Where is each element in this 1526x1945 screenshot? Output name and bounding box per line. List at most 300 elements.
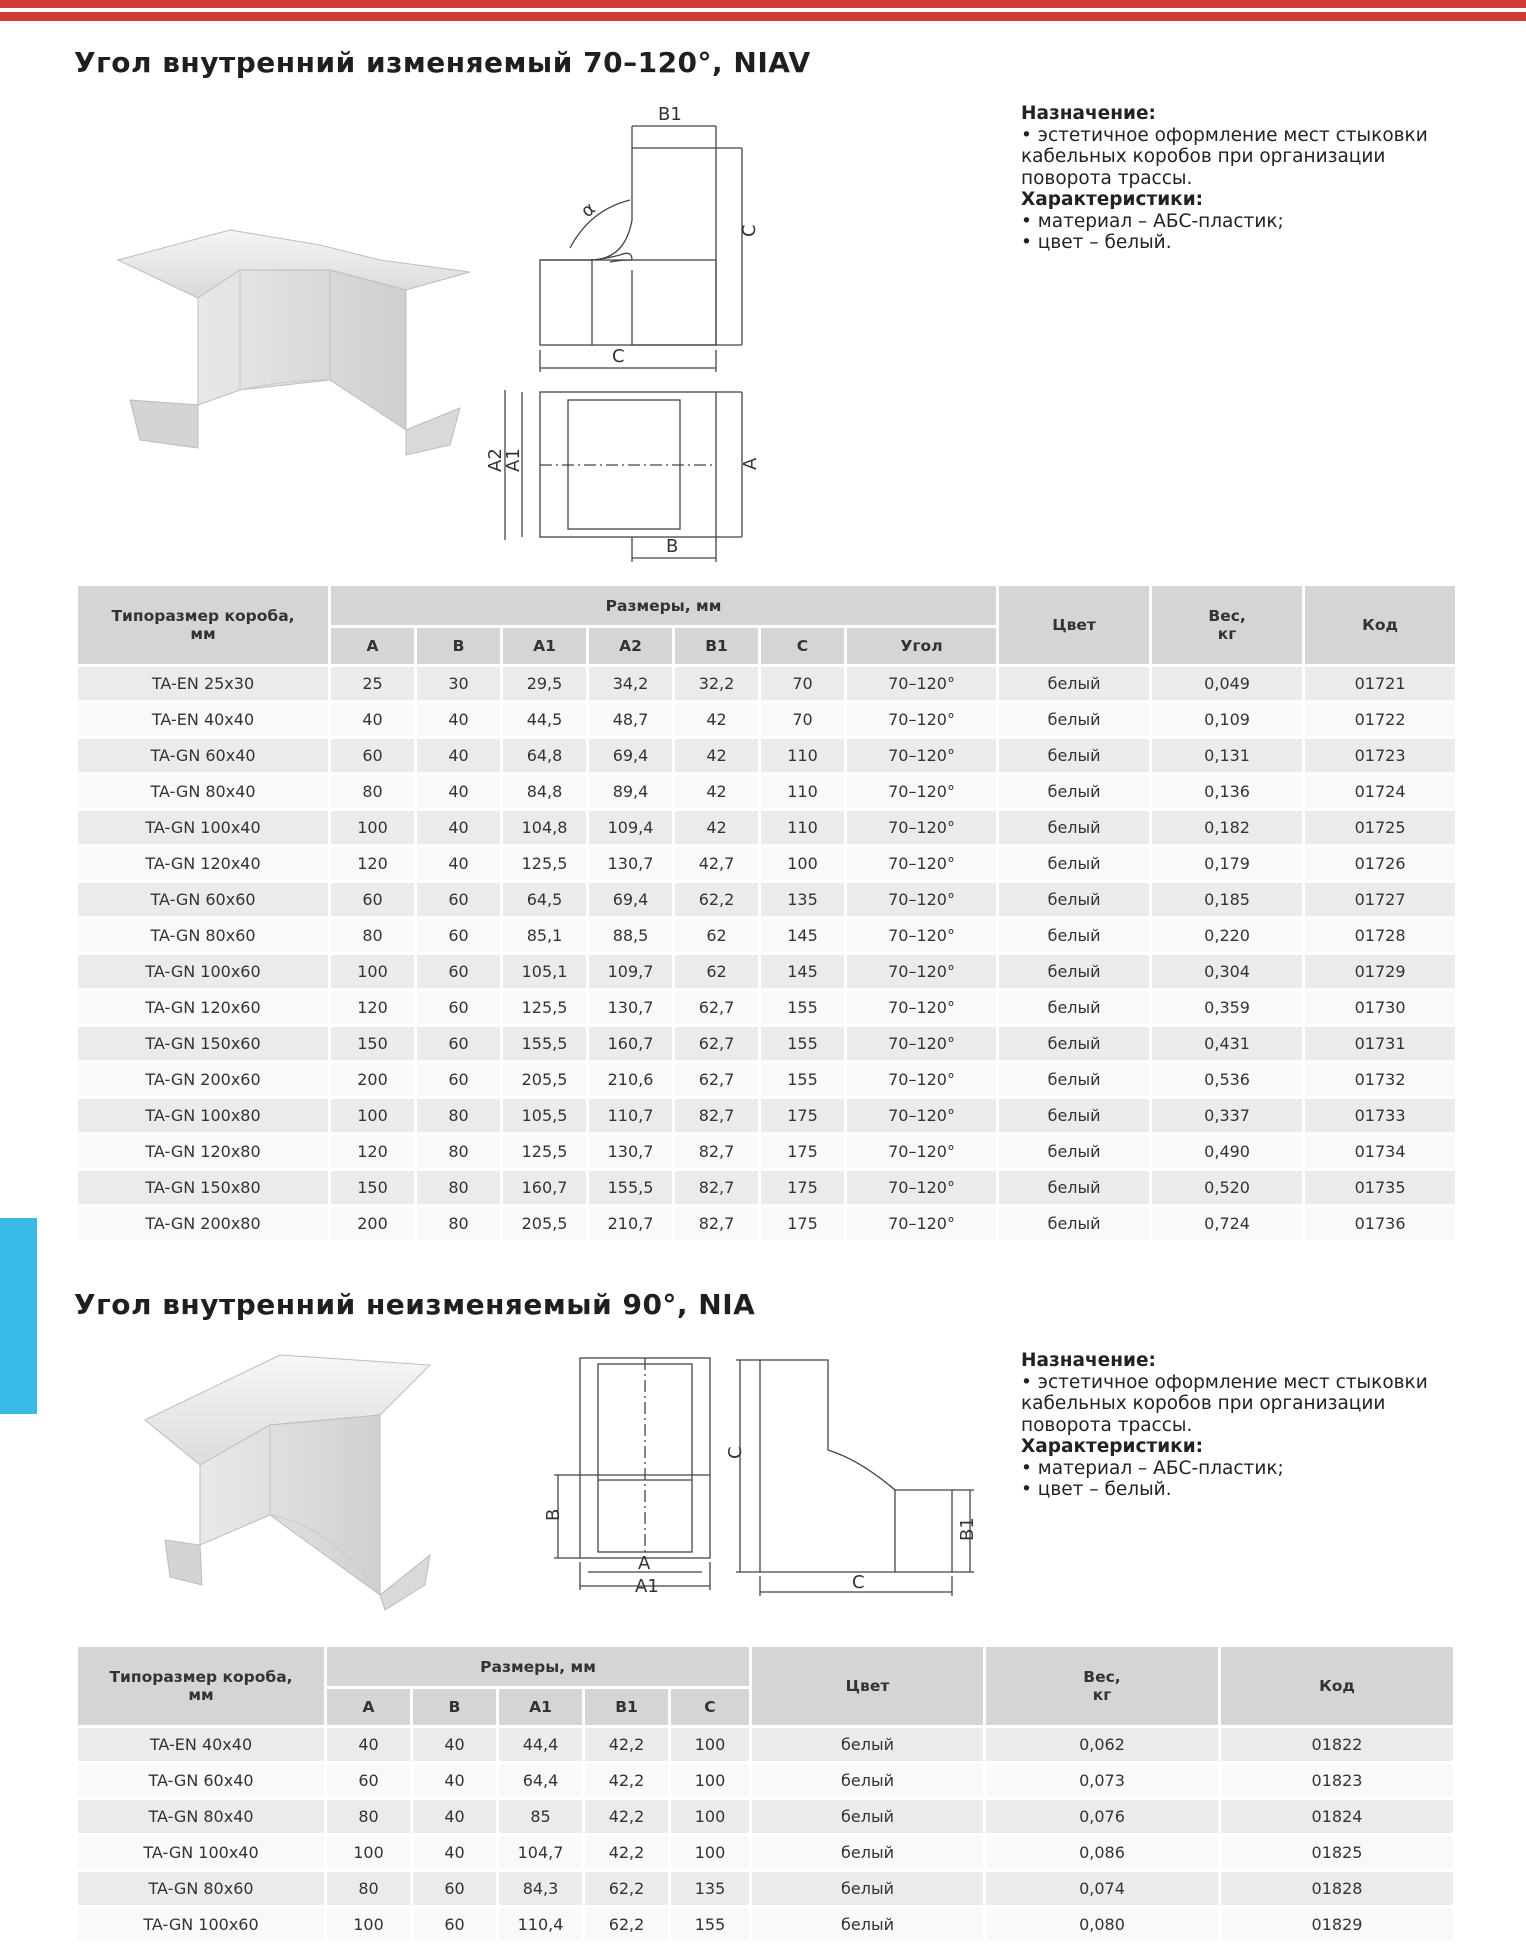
table-cell: 70–120° (847, 775, 996, 811)
table-cell: 40 (413, 1728, 496, 1764)
table-cell: 120 (331, 847, 414, 883)
nia-label-a1: A1 (635, 1576, 659, 1597)
table-cell: 62,2 (675, 883, 758, 919)
header-dimensions: Размеры, мм (327, 1647, 749, 1689)
header-col-b1: B1 (675, 628, 758, 667)
table-cell: белый (752, 1764, 983, 1800)
table-cell: 0,109 (1152, 703, 1302, 739)
table-cell: 100 (327, 1836, 410, 1872)
table-cell: белый (752, 1872, 983, 1908)
table-cell: 42 (675, 811, 758, 847)
nia-label-b1: B1 (957, 1517, 978, 1541)
table-cell: 125,5 (503, 847, 586, 883)
table-cell: 0,049 (1152, 667, 1302, 703)
table-cell: белый (999, 667, 1149, 703)
table-cell: 62,7 (675, 1063, 758, 1099)
section1-info (1021, 103, 1461, 254)
table-cell: 150 (331, 1171, 414, 1207)
table-row (78, 775, 1455, 811)
table-cell: 01825 (1221, 1836, 1453, 1872)
table-cell: 01736 (1305, 1207, 1455, 1243)
table-cell: TA-GN 100x40 (78, 1836, 324, 1872)
table-cell: 155 (761, 1063, 844, 1099)
table-cell: 70–120° (847, 1135, 996, 1171)
table-cell: 70–120° (847, 1027, 996, 1063)
table-cell: 42,2 (585, 1728, 668, 1764)
table-cell: 01728 (1305, 919, 1455, 955)
table-row (78, 1908, 1453, 1944)
table-cell: 105,1 (503, 955, 586, 991)
table-cell: 80 (331, 919, 414, 955)
table-cell: 0,136 (1152, 775, 1302, 811)
table-row (78, 1872, 1453, 1908)
table-cell: 70–120° (847, 1171, 996, 1207)
table-cell: 100 (671, 1800, 749, 1836)
table-cell: 01734 (1305, 1135, 1455, 1171)
table-row (78, 1764, 1453, 1800)
table-cell: TA-GN 120x80 (78, 1135, 328, 1171)
table-cell: 80 (417, 1207, 500, 1243)
table-cell: 200 (331, 1063, 414, 1099)
table-cell: 01730 (1305, 991, 1455, 1027)
table-cell: 80 (327, 1872, 410, 1908)
table-cell: 01828 (1221, 1872, 1453, 1908)
table-cell: 62,2 (585, 1908, 668, 1944)
table-cell: 125,5 (503, 1135, 586, 1171)
table-cell: 70–120° (847, 883, 996, 919)
header-col-b: B (413, 1689, 496, 1728)
table-cell: 42,7 (675, 847, 758, 883)
table-cell: 34,2 (589, 667, 672, 703)
table-row (78, 919, 1455, 955)
niav-table-body (78, 667, 1455, 1243)
table-row (78, 811, 1455, 847)
header-code: Код (1305, 586, 1455, 667)
nia-product-photo (130, 1355, 480, 1615)
table-cell: 60 (417, 955, 500, 991)
table-cell: 70–120° (847, 955, 996, 991)
table-cell: 82,7 (675, 1207, 758, 1243)
table-cell: 0,076 (986, 1800, 1218, 1836)
table-cell: белый (999, 811, 1149, 847)
table-cell: 82,7 (675, 1171, 758, 1207)
table-cell: 120 (331, 991, 414, 1027)
table-cell: 0,359 (1152, 991, 1302, 1027)
table-cell: белый (999, 955, 1149, 991)
table-row (78, 1728, 1453, 1764)
table-cell: 160,7 (503, 1171, 586, 1207)
table-cell: 32,2 (675, 667, 758, 703)
section2-info (1021, 1350, 1461, 1501)
table-cell: 40 (417, 811, 500, 847)
table-cell: 100 (331, 955, 414, 991)
niav-label-b1: B1 (658, 104, 682, 125)
table-cell: 0,182 (1152, 811, 1302, 847)
table-cell: 01722 (1305, 703, 1455, 739)
table-cell: 155,5 (589, 1171, 672, 1207)
purpose-line: кабельных коробов при организации (1021, 1393, 1386, 1414)
header-col-a2: A2 (589, 628, 672, 667)
table-cell: 0,431 (1152, 1027, 1302, 1063)
table-cell: 70 (761, 703, 844, 739)
table-cell: 155 (761, 991, 844, 1027)
table-cell: белый (999, 739, 1149, 775)
table-cell: TA-GN 60x60 (78, 883, 328, 919)
table-cell: 01727 (1305, 883, 1455, 919)
table-cell: 0,080 (986, 1908, 1218, 1944)
table-row (78, 1027, 1455, 1063)
table-cell: 01725 (1305, 811, 1455, 847)
table-cell: 42,2 (585, 1836, 668, 1872)
header-col-a: A (331, 628, 414, 667)
table-cell: 60 (413, 1872, 496, 1908)
table-cell: 44,5 (503, 703, 586, 739)
table-cell: 0,062 (986, 1728, 1218, 1764)
nia-spec-table (75, 1647, 1456, 1944)
table-cell: 25 (331, 667, 414, 703)
table-cell: 89,4 (589, 775, 672, 811)
table-cell: 0,536 (1152, 1063, 1302, 1099)
table-row (78, 739, 1455, 775)
table-cell: 105,5 (503, 1099, 586, 1135)
table-cell: 01824 (1221, 1800, 1453, 1836)
table-row (78, 1207, 1455, 1243)
table-cell: 0,074 (986, 1872, 1218, 1908)
table-cell: 135 (761, 883, 844, 919)
features-line: • цвет – белый. (1021, 1479, 1172, 1500)
table-cell: 130,7 (589, 847, 672, 883)
table-cell: 70–120° (847, 919, 996, 955)
table-cell: 109,4 (589, 811, 672, 847)
table-cell: 155 (671, 1908, 749, 1944)
table-cell: 69,4 (589, 739, 672, 775)
header-type: Типоразмер короба, мм (78, 586, 328, 667)
table-cell: белый (999, 775, 1149, 811)
table-cell: 210,7 (589, 1207, 672, 1243)
table-cell: 01735 (1305, 1171, 1455, 1207)
header-col-angle: Угол (847, 628, 996, 667)
table-cell: TA-GN 200x80 (78, 1207, 328, 1243)
header-col-a1: A1 (503, 628, 586, 667)
table-cell: 60 (417, 1027, 500, 1063)
table-row (78, 1135, 1455, 1171)
table-cell: TA-GN 120x40 (78, 847, 328, 883)
table-cell: 200 (331, 1207, 414, 1243)
table-cell: 100 (671, 1764, 749, 1800)
table-cell: 100 (331, 811, 414, 847)
table-cell: 100 (671, 1728, 749, 1764)
header-col-c: C (671, 1689, 749, 1728)
table-cell: TA-EN 40x40 (78, 1728, 324, 1764)
table-cell: 109,7 (589, 955, 672, 991)
nia-table-body (78, 1728, 1453, 1944)
table-cell: 0,304 (1152, 955, 1302, 991)
table-cell: 01823 (1221, 1764, 1453, 1800)
table-cell: 60 (417, 1063, 500, 1099)
table-cell: 0,086 (986, 1836, 1218, 1872)
table-cell: 01733 (1305, 1099, 1455, 1135)
table-cell: 0,220 (1152, 919, 1302, 955)
table-cell: TA-GN 80x40 (78, 1800, 324, 1836)
header-stripe-bottom (0, 12, 1526, 21)
table-cell: белый (999, 1171, 1149, 1207)
header-col-a1: A1 (499, 1689, 582, 1728)
table-cell: 01732 (1305, 1063, 1455, 1099)
table-cell: 160,7 (589, 1027, 672, 1063)
table-row (78, 1836, 1453, 1872)
table-cell: 120 (331, 1135, 414, 1171)
section1-title: Угол внутренний изменяемый 70–120°, NIAV (74, 46, 811, 79)
table-cell: 110 (761, 739, 844, 775)
table-cell: 60 (331, 883, 414, 919)
table-cell: 84,8 (503, 775, 586, 811)
table-cell: TA-GN 100x40 (78, 811, 328, 847)
nia-label-a: A (638, 1553, 651, 1574)
header-color: Цвет (999, 586, 1149, 667)
table-cell: белый (752, 1908, 983, 1944)
table-cell: 70–120° (847, 703, 996, 739)
table-cell: 104,7 (499, 1836, 582, 1872)
table-cell: 40 (413, 1800, 496, 1836)
table-row (78, 1063, 1455, 1099)
table-cell: 80 (327, 1800, 410, 1836)
niav-label-c-horiz: C (612, 346, 625, 367)
table-cell: 85,1 (503, 919, 586, 955)
table-cell: 01731 (1305, 1027, 1455, 1063)
table-cell: 82,7 (675, 1135, 758, 1171)
table-cell: белый (752, 1728, 983, 1764)
section2-title: Угол внутренний неизменяемый 90°, NIA (74, 1288, 756, 1321)
table-cell: 70–120° (847, 667, 996, 703)
table-cell: 60 (417, 919, 500, 955)
table-cell: 175 (761, 1171, 844, 1207)
table-cell: 01829 (1221, 1908, 1453, 1944)
table-cell: TA-GN 80x60 (78, 1872, 324, 1908)
nia-label-c-vert: C (725, 1446, 746, 1459)
table-cell: белый (999, 1099, 1149, 1135)
table-cell: TA-GN 150x80 (78, 1171, 328, 1207)
table-cell: TA-GN 150x60 (78, 1027, 328, 1063)
table-cell: белый (999, 883, 1149, 919)
table-cell: 44,4 (499, 1728, 582, 1764)
table-cell: 42,2 (585, 1800, 668, 1836)
nia-label-c-horiz: C (852, 1572, 865, 1593)
table-cell: 64,8 (503, 739, 586, 775)
table-row (78, 703, 1455, 739)
table-cell: 40 (331, 703, 414, 739)
niav-label-a: A (740, 457, 761, 470)
table-cell: 0,185 (1152, 883, 1302, 919)
table-cell: 60 (327, 1764, 410, 1800)
table-cell: 62,7 (675, 1027, 758, 1063)
header-col-b1: B1 (585, 1689, 668, 1728)
niav-label-c-vert: C (739, 224, 760, 237)
table-cell: 0,179 (1152, 847, 1302, 883)
table-cell: 70–120° (847, 1063, 996, 1099)
table-cell: 60 (413, 1908, 496, 1944)
features-line: • материал – АБС-пластик; (1021, 1457, 1284, 1479)
table-cell: 62 (675, 955, 758, 991)
purpose-line: • эстетичное оформление мест стыковки (1021, 1371, 1428, 1393)
table-cell: 62,2 (585, 1872, 668, 1908)
table-cell: 40 (417, 775, 500, 811)
header-col-c: C (761, 628, 844, 667)
table-cell: TA-GN 100x80 (78, 1099, 328, 1135)
table-cell: 70–120° (847, 811, 996, 847)
header-col-b: B (417, 628, 500, 667)
purpose-line: кабельных коробов при организации (1021, 146, 1386, 167)
table-cell: 0,073 (986, 1764, 1218, 1800)
features-line: • материал – АБС-пластик; (1021, 210, 1284, 232)
table-cell: 62 (675, 919, 758, 955)
header-weight: Вес, кг (1152, 586, 1302, 667)
header-dimensions: Размеры, мм (331, 586, 996, 628)
table-cell: 64,4 (499, 1764, 582, 1800)
header-code: Код (1221, 1647, 1453, 1728)
table-cell: 155 (761, 1027, 844, 1063)
table-cell: 145 (761, 919, 844, 955)
table-cell: 104,8 (503, 811, 586, 847)
table-row (78, 955, 1455, 991)
table-cell: 70–120° (847, 991, 996, 1027)
purpose-heading: Назначение: (1021, 1350, 1156, 1371)
table-cell: 01724 (1305, 775, 1455, 811)
table-cell: 155,5 (503, 1027, 586, 1063)
table-cell: 175 (761, 1135, 844, 1171)
table-cell: TA-GN 200x60 (78, 1063, 328, 1099)
niav-label-a2: A2 (485, 448, 506, 472)
table-cell: белый (999, 1027, 1149, 1063)
table-cell: 42 (675, 703, 758, 739)
table-cell: 0,337 (1152, 1099, 1302, 1135)
niav-drawing (485, 100, 900, 570)
table-cell: белый (999, 1135, 1149, 1171)
features-heading: Характеристики: (1021, 1436, 1204, 1457)
table-cell: белый (999, 847, 1149, 883)
table-cell: 01822 (1221, 1728, 1453, 1764)
table-cell: 135 (671, 1872, 749, 1908)
header-col-a: A (327, 1689, 410, 1728)
niav-spec-table (75, 586, 1458, 1243)
table-cell: TA-GN 60x40 (78, 739, 328, 775)
table-cell: 110 (761, 775, 844, 811)
table-cell: белый (999, 919, 1149, 955)
table-cell: TA-GN 80x60 (78, 919, 328, 955)
table-cell: TA-EN 40x40 (78, 703, 328, 739)
table-cell: 175 (761, 1099, 844, 1135)
table-cell: 85 (499, 1800, 582, 1836)
table-cell: 110,7 (589, 1099, 672, 1135)
nia-label-b: B (543, 1508, 564, 1521)
table-cell: 42 (675, 739, 758, 775)
table-cell: TA-GN 100x60 (78, 1908, 324, 1944)
table-cell: 0,520 (1152, 1171, 1302, 1207)
nia-drawing (540, 1350, 990, 1600)
table-cell: TA-EN 25x30 (78, 667, 328, 703)
table-cell: 01729 (1305, 955, 1455, 991)
table-cell: белый (752, 1836, 983, 1872)
table-cell: 0,490 (1152, 1135, 1302, 1171)
table-cell: 70–120° (847, 1207, 996, 1243)
table-cell: 130,7 (589, 991, 672, 1027)
table-cell: 70–120° (847, 847, 996, 883)
table-cell: 100 (331, 1099, 414, 1135)
table-cell: 100 (671, 1836, 749, 1872)
table-cell: белый (999, 991, 1149, 1027)
table-cell: 60 (331, 739, 414, 775)
table-cell: 100 (761, 847, 844, 883)
table-cell: 40 (417, 703, 500, 739)
table-cell: белый (999, 1207, 1149, 1243)
table-cell: 70 (761, 667, 844, 703)
purpose-line: поворота трассы. (1021, 167, 1193, 189)
table-cell: TA-GN 100x60 (78, 955, 328, 991)
table-cell: 70–120° (847, 1099, 996, 1135)
table-cell: 40 (413, 1836, 496, 1872)
table-cell: 80 (331, 775, 414, 811)
features-line: • цвет – белый. (1021, 232, 1172, 253)
table-row (78, 1099, 1455, 1135)
niav-label-alpha: α (577, 198, 600, 222)
table-cell: 0,724 (1152, 1207, 1302, 1243)
table-cell: 210,6 (589, 1063, 672, 1099)
table-cell: 205,5 (503, 1207, 586, 1243)
table-cell: 145 (761, 955, 844, 991)
table-cell: 42 (675, 775, 758, 811)
header-color: Цвет (752, 1647, 983, 1728)
table-cell: 80 (417, 1099, 500, 1135)
table-cell: 0,131 (1152, 739, 1302, 775)
table-cell: белый (999, 703, 1149, 739)
table-cell: 40 (327, 1728, 410, 1764)
purpose-line: • эстетичное оформление мест стыковки (1021, 124, 1428, 146)
table-cell: 60 (417, 991, 500, 1027)
table-row (78, 1171, 1455, 1207)
table-cell: 69,4 (589, 883, 672, 919)
table-cell: 88,5 (589, 919, 672, 955)
table-cell: 40 (417, 847, 500, 883)
table-cell: 150 (331, 1027, 414, 1063)
purpose-heading: Назначение: (1021, 103, 1156, 124)
table-cell: 42,2 (585, 1764, 668, 1800)
table-cell: 30 (417, 667, 500, 703)
table-cell: 01721 (1305, 667, 1455, 703)
table-cell: 175 (761, 1207, 844, 1243)
table-row (78, 991, 1455, 1027)
niav-label-a1: A1 (503, 448, 524, 472)
table-cell: 125,5 (503, 991, 586, 1027)
table-cell: 205,5 (503, 1063, 586, 1099)
table-row (78, 847, 1455, 883)
header-stripe-top (0, 0, 1526, 8)
niav-label-b: B (666, 536, 679, 557)
table-cell: TA-GN 60x40 (78, 1764, 324, 1800)
table-cell: 01726 (1305, 847, 1455, 883)
table-cell: TA-GN 120x60 (78, 991, 328, 1027)
table-cell: 130,7 (589, 1135, 672, 1171)
table-cell: 40 (413, 1764, 496, 1800)
table-cell: 82,7 (675, 1099, 758, 1135)
table-cell: 110 (761, 811, 844, 847)
table-cell: 01723 (1305, 739, 1455, 775)
table-cell: 80 (417, 1135, 500, 1171)
table-cell: белый (999, 1063, 1149, 1099)
table-cell: 84,3 (499, 1872, 582, 1908)
table-cell: 80 (417, 1171, 500, 1207)
table-row (78, 667, 1455, 703)
table-row (78, 1800, 1453, 1836)
table-cell: 70–120° (847, 739, 996, 775)
